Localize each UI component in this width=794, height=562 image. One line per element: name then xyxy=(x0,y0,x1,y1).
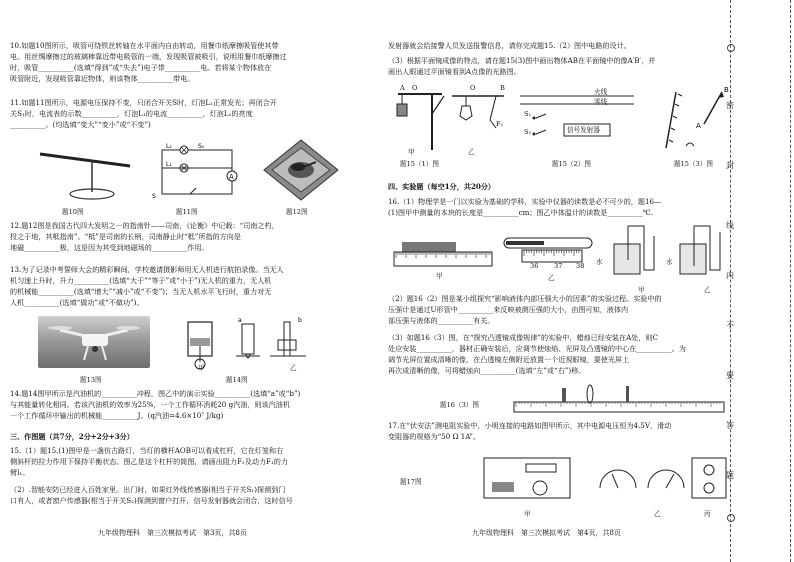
q14-line-1: 14.题14图甲所示是汽油机的__________冲程，图乙中的演示实验__________(选填“a”或“b”) xyxy=(10,389,301,398)
q16-3-line-3: 调节光屏位置成清晰的像，在凸透镜左侧附近放置一个近视眼镜，要使光屏上 xyxy=(388,355,630,364)
fig15-emitter-label: 信号发射器 xyxy=(567,126,600,134)
seal-char-1: 密 xyxy=(726,101,734,110)
fig15-3-caption: 题15（3）图 xyxy=(674,160,713,168)
q15-3-line-2: 画出人眼通过平面镜看到A点像的光路图。 xyxy=(388,67,521,76)
fig16-2-sub-yi: 乙 xyxy=(704,286,711,294)
q13-line-4: 人机__________(选填“做功”或“不做功”)。 xyxy=(10,298,144,307)
q16-1-line-2: (1)图甲中测量的本块的长度是__________cm；图乙中体温计的读数是__________℃. xyxy=(388,208,654,217)
fig17-sub-jia: 甲 xyxy=(524,510,531,518)
q17-line-1: 17.在“伏安法”测电阻实验中，小明连接的电路如图甲所示，其中电源电压恒为4.5V，滑动 xyxy=(388,421,672,430)
q13-line-3: 的机械能__________(选填“增大”“减小”或“不变”)；当无人机水平飞行时，重力对无 xyxy=(10,287,272,296)
fig16-ruler-figure xyxy=(392,240,496,278)
page-4 xyxy=(384,0,740,562)
q15-1-line-2: 侧斜杆的拉力作用下保持平衡状态。图乙是这个杠杆的简图，请画出阻力F₂及动力F₁的力 xyxy=(10,457,288,466)
fig11-caption: 题11图 xyxy=(176,208,198,216)
fig13-caption: 题13图 xyxy=(80,376,102,384)
seal-char-8: 题 xyxy=(726,471,734,480)
fig15-2-alarm-circuit-figure xyxy=(516,84,636,154)
fig16-t37: 37 xyxy=(554,262,563,270)
fig15-3-mirror-figure xyxy=(662,84,736,154)
page-3-footer: 九年级物理科 第三次模拟考试 第3页，共8页 xyxy=(98,529,247,537)
q10-line-2: 电。用丝绸摩擦过的玻璃棒靠近带电吸管的一端，发现吸管被吸引，说明用餐巾纸摩擦过 xyxy=(10,52,287,61)
fig15-label-A: A xyxy=(400,84,405,92)
fig10-straw-figure xyxy=(30,140,140,202)
fig16-water-label-2: 水 xyxy=(666,258,673,266)
svg-text:B: B xyxy=(724,86,729,94)
svg-text:A: A xyxy=(229,173,234,181)
q10-line-1: 10.如题10图所示，吸管可绕铁丝转轴在水平面内自由转动，用餐巾纸摩擦吸管使其带 xyxy=(10,41,279,50)
q17-line-2: 变阻器的规格为“50 Ω 1A”。 xyxy=(388,432,481,441)
q12-line-2: 投之于地，其柢指南”。“柢”是司南的长柄，司南静止时“柢”所指的方向是 xyxy=(10,232,241,241)
fig14-caption: 题14图 xyxy=(226,376,248,384)
fig15-1-caption: 题15（1）图 xyxy=(400,160,439,168)
fig15-fire-wire-label: 火线 xyxy=(594,88,608,96)
q12-line-1: 12.题12图是我国古代四大发明之一的指南针——司南，《论衡》中记载：“司南之杓， xyxy=(10,221,279,230)
fig15-S1-label: S₁ xyxy=(524,110,532,118)
fig16-t36: 36 xyxy=(530,262,539,270)
fig17-sub-yi: 乙 xyxy=(654,510,661,518)
q15-3-line-1: （3）根据平面镜成像的特点，请在题15(3)图中画出物体AB在平面镜中的像A′B′，并 xyxy=(388,56,656,65)
svg-text:a: a xyxy=(238,317,242,324)
binding-hole-bottom xyxy=(727,514,735,522)
svg-text:b: b xyxy=(298,317,302,324)
q16-2-line-2: 压强计是通过U形管中__________来反映被测压强的大小，由图可知，液体内 xyxy=(388,305,629,314)
seal-line-outer xyxy=(790,0,791,562)
fig15-label-O: O xyxy=(412,84,418,92)
seal-char-6: 要 xyxy=(726,371,734,380)
q16-3-line-1: （3）如题16（3）图，在“探究凸透镜成像规律”的实验中，蜡烛已经安装在A处，则C xyxy=(388,333,658,342)
q11-line-2: 关S₁时，电流表的示数__________，灯泡L₁的电流__________，灯泡L₁的亮度 xyxy=(10,109,253,118)
section-3-title: 三、作图题（共7分，2分+2分+3分） xyxy=(10,432,134,441)
fig15-1-sub-yi: 乙 xyxy=(468,148,475,156)
q15-2-line-2: 口有人，或者窗户传感器(相当于开关S₂)探测到窗户打开，信号发射器就会闭合，这时信号 xyxy=(10,496,293,505)
fig16-t38: 38 xyxy=(576,262,585,270)
fig15-label-F1: F₁ xyxy=(496,120,504,128)
fig15-label-O2: O xyxy=(470,84,476,92)
svg-text:A: A xyxy=(696,122,701,130)
q11-line-3: __________。(均选填“变大”“变小”或“不变”) xyxy=(10,120,151,129)
fig16-3-caption: 题16（3）图 xyxy=(440,401,479,409)
svg-text:S₁: S₁ xyxy=(198,143,205,150)
fig16-2-sub-jia: 甲 xyxy=(638,286,645,294)
q13-line-2: 机匀速上升时，升力__________(选填“大于”“等于”或“小于”)无人机的重力，无人机 xyxy=(10,276,272,285)
fig15-neutral-wire-label: 零线 xyxy=(594,98,608,106)
q10-line-4: 吸管附近，发现吸管靠近物体，则该物体__________带电。 xyxy=(10,74,195,83)
fig15-label-B: B xyxy=(500,84,505,92)
fig15-2-caption: 题15（2）图 xyxy=(552,160,591,168)
binding-hole-top xyxy=(727,44,735,52)
fig11-circuit-figure xyxy=(150,140,245,202)
fig15-1-sub-jia: 甲 xyxy=(408,148,415,156)
q16-3-line-4: 再次成清晰的像，可将蜡烛向__________(选填“左”或“右”)移。 xyxy=(388,366,586,375)
q10-line-3: 时，吸管__________(选填“得到”或“失去”)电子带__________电。若将某个物体放在 xyxy=(10,63,272,72)
fig16-1-sub-yi: 乙 xyxy=(548,274,555,282)
seal-char-5: 不 xyxy=(726,321,734,330)
svg-text:L₂: L₂ xyxy=(166,143,172,150)
q15-cont-line-1: 发射器就会给接警人员发送报警信息，请你完成题15.（2）图中电路的设计。 xyxy=(388,41,631,50)
fig14-sub-a: 甲 xyxy=(198,364,205,372)
fig17-sub-bing: 丙 xyxy=(704,510,711,518)
q16-3-line-2: 处应安装__________，器材正确安装后，应调节使烛焰、光屏及凸透镜的中心在__________。为 xyxy=(388,344,686,353)
fig13-drone-photo xyxy=(38,316,150,368)
page-4-footer: 九年级物理科 第三次模拟考试 第4页，共8页 xyxy=(472,529,621,537)
svg-text:L₁: L₁ xyxy=(166,161,172,168)
fig16-water-label-1: 水 xyxy=(596,258,603,266)
fig10-caption: 题10图 xyxy=(62,208,84,216)
fig12-sinan-compass-photo xyxy=(262,138,340,202)
q11-line-1: 11.如题11图所示，电源电压保持不变，只闭合开关S时，灯泡L₁正常发光；再闭合开 xyxy=(10,98,277,107)
fig16-3-optical-bench-figure xyxy=(510,380,730,418)
q13-line-1: 13.为了记录中考誓师大会的精彩瞬间，学校邀请摄影师用无人机进行航拍录像。当无人 xyxy=(10,265,284,274)
q16-2-line-3: 部压强与液体的__________有关。 xyxy=(388,316,495,325)
fig14-sub-b: 乙 xyxy=(290,364,297,372)
binding-margin xyxy=(726,0,794,562)
q14-line-3: 一个工作循环中输出的机械能__________J。(q汽油=4.6×10⁷ J/kg) xyxy=(10,411,224,420)
q16-2-line-1: （2）题16（2）图是某小组探究“影响液体内部压强大小的因素”的实验过程。实验中的 xyxy=(388,294,662,303)
seal-char-7: 答 xyxy=(726,421,734,430)
fig17-circuit-figure xyxy=(480,448,730,510)
q14-line-2: 与其能量转化相同。若该汽油机的效率为25%，一个工作循环消耗20 g汽油，则该汽油机 xyxy=(10,400,290,409)
page-3 xyxy=(0,0,384,562)
fig12-caption: 题12图 xyxy=(286,208,308,216)
seal-char-4: 内 xyxy=(726,271,734,280)
fig16-1-sub-jia: 甲 xyxy=(436,272,443,280)
fig16-2-pressure-figure xyxy=(604,220,728,282)
seal-char-2: 封 xyxy=(726,161,734,170)
fig15-S2-label: S₂ xyxy=(524,128,532,136)
fig15-1-lamp-lever-figure xyxy=(392,84,510,154)
q15-2-line-1: （2）.智能安防已经进入百姓家里。出门时，如果红外线传感器(相当于开关S₁)探测到门 xyxy=(10,485,286,494)
q12-line-3: 地磁__________极，这是因为其受到地磁场的__________作用。 xyxy=(10,243,209,252)
section-4-title: 四、实验题（每空1分，共20分） xyxy=(388,182,496,191)
q16-1-line-1: 16.（1）物理学是一门以实验为基础的学科，实验中仪器的读数是必不可少的，题16— xyxy=(388,197,662,206)
q15-1-line-1: 15.（1）题15.(1)图甲是一盏仿古路灯，当灯的横杆AOB可以看成杠杆，它在灯笼和右 xyxy=(10,446,284,455)
svg-text:S: S xyxy=(152,193,156,200)
q15-1-line-3: 臂l₁。 xyxy=(10,468,30,477)
fig17-caption: 题17图 xyxy=(400,478,422,486)
seal-char-3: 线 xyxy=(726,221,734,230)
